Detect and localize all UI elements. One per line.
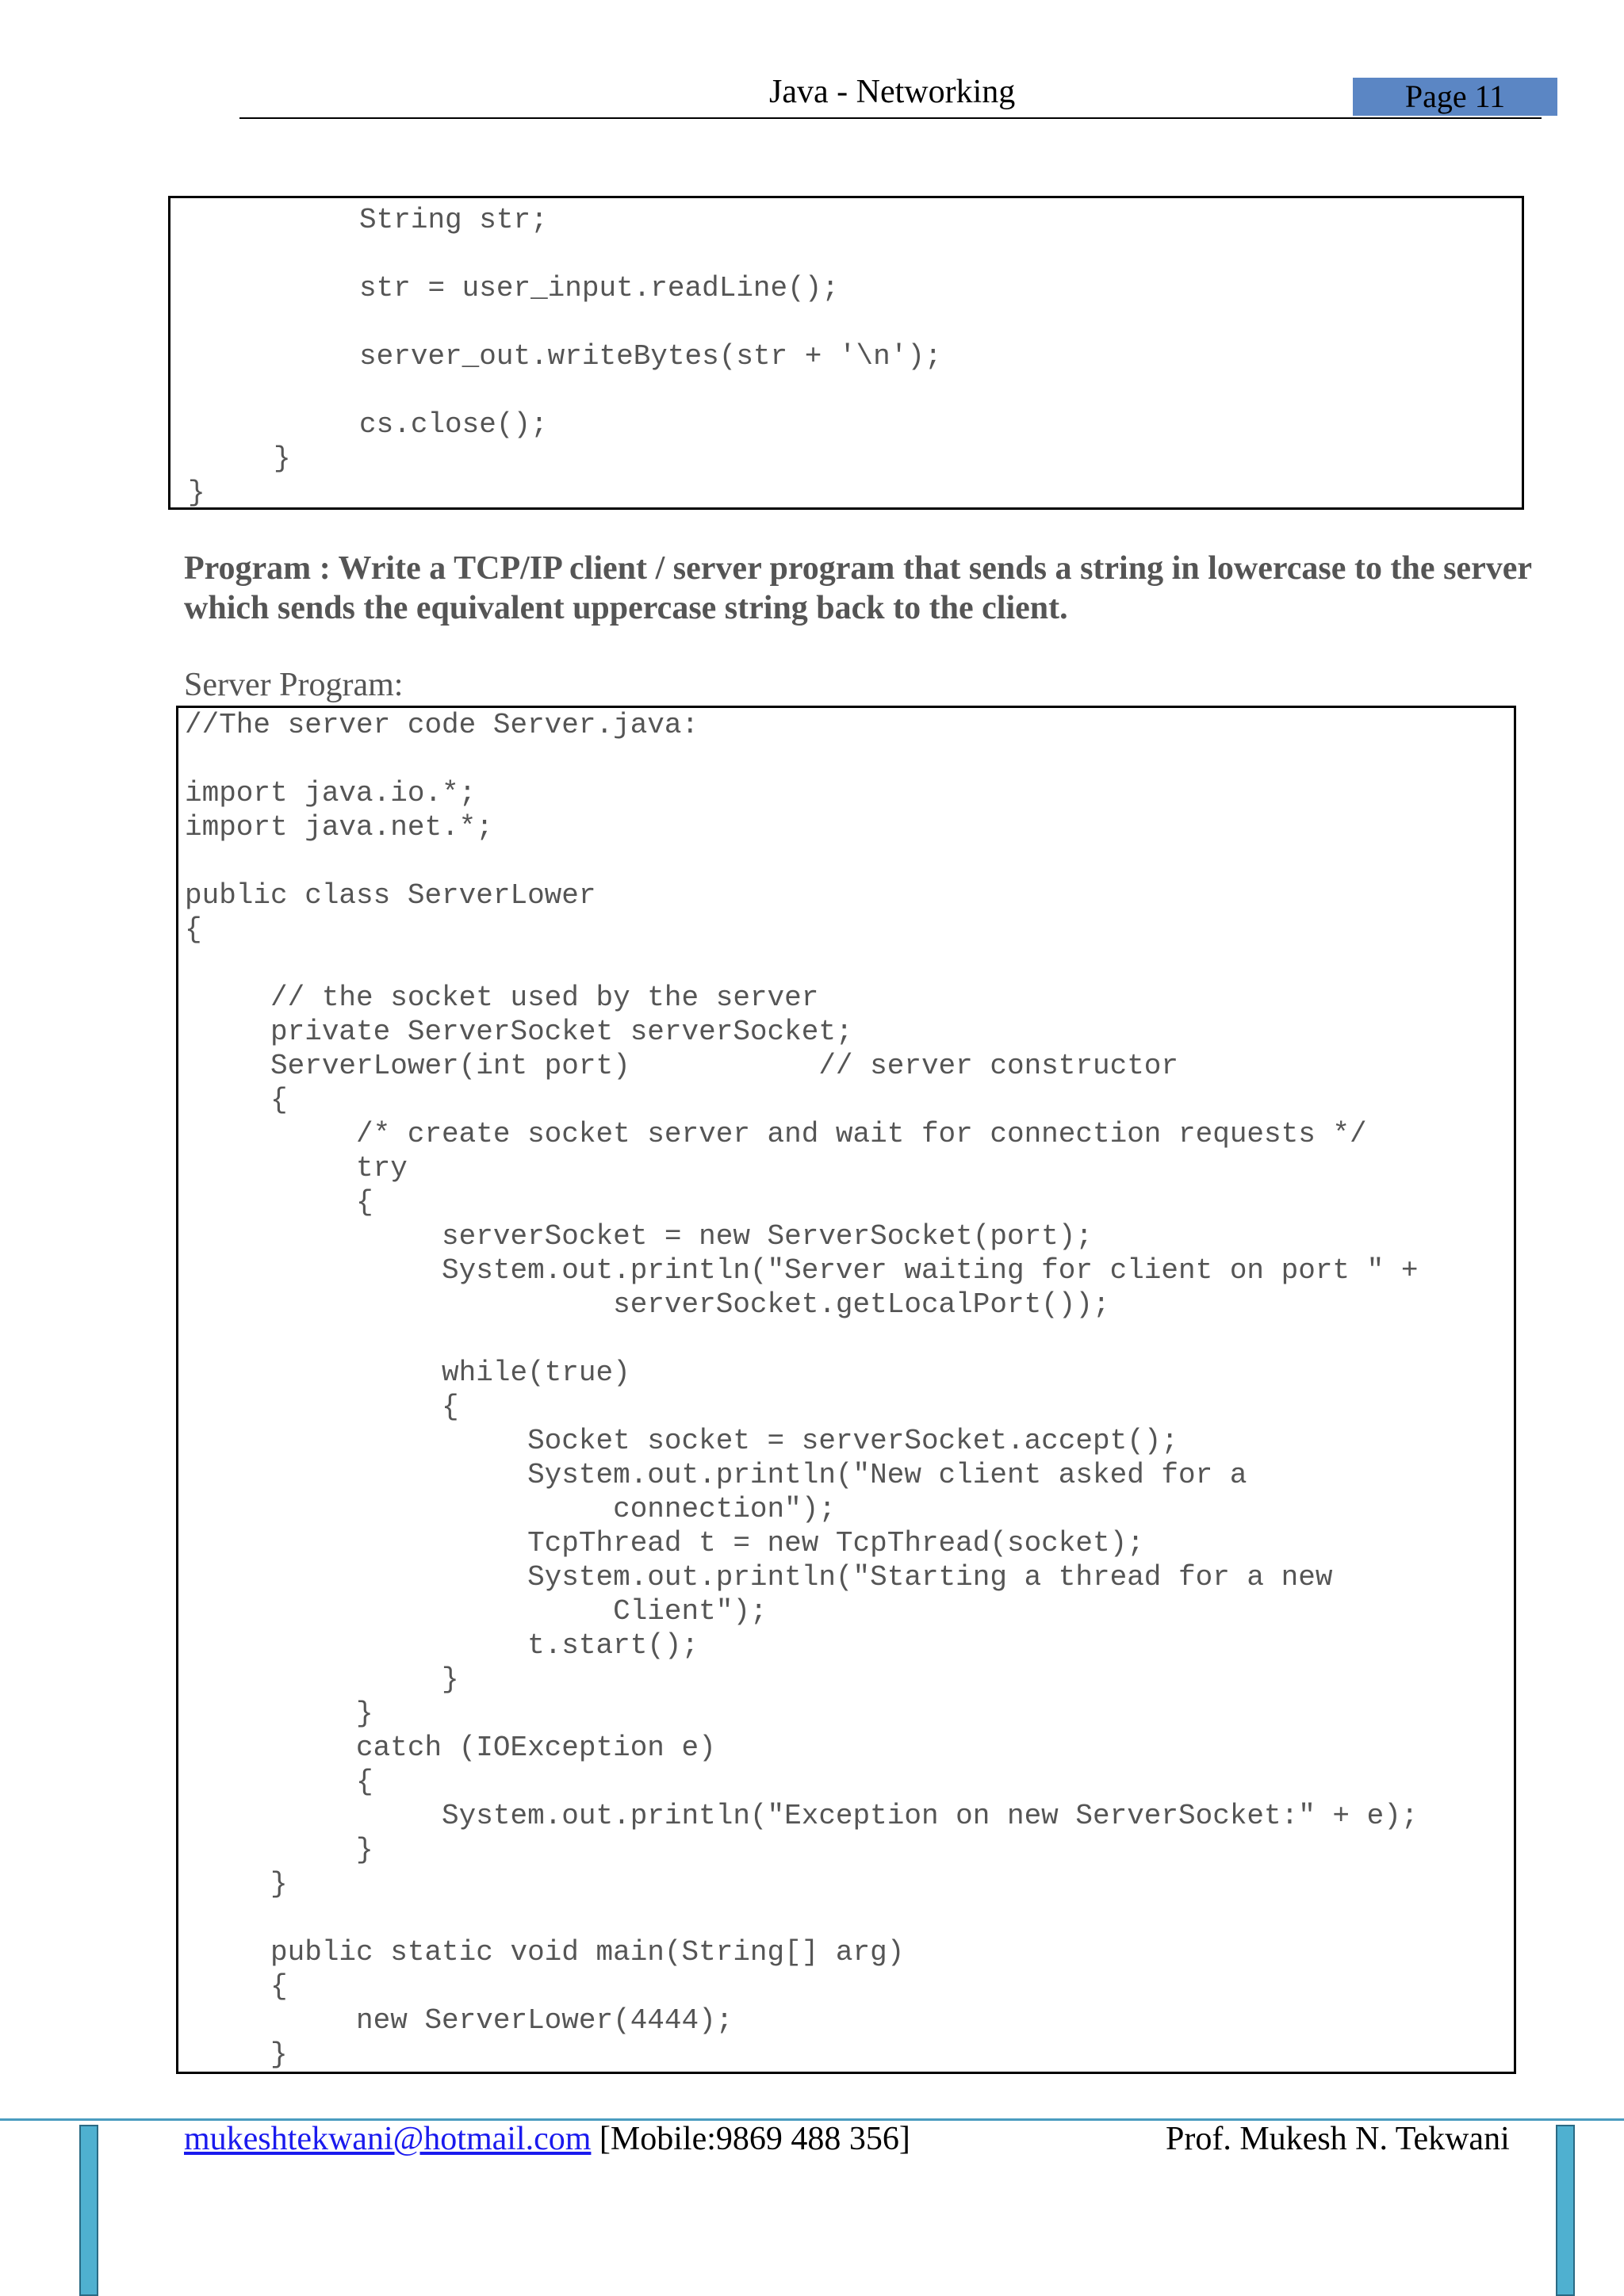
section-label-server-program: Server Program: xyxy=(184,667,404,703)
code-text: //The server code Server.java: import java.io.*; import java.net.*; public class ServerLower { // the socket used by the server private ServerSocket serverSocket; ServerLower(int port) // server constructor { /* create socket server and wait for connection requests */ try { serverSocket = new ServerSocket(port); System.out.println("Server waiting for client on port " + serverSocket.getLocalPort()); while(true) { Socket socket = serverSocket.accept(); System.out.println("New client asked for a connection"); TcpThread t = new TcpThread(socket); System.out.println("Starting a thread for a new Client"); t.start(); } } catch (IOException e) { System.out.println("Exception on new ServerSocket:" + e); } } public static void main(String[] arg) { new ServerLower(4444); } xyxy=(185,709,1419,2071)
code-text: String str; str = user_input.readLine(); server_out.writeBytes(str + '\n'); cs.close(); } } xyxy=(188,204,942,509)
footer-contact xyxy=(184,2120,910,2158)
page-number-badge: Page 11 xyxy=(1353,78,1557,116)
email-link[interactable]: mukeshtekwani@hotmail.com xyxy=(184,2121,592,2157)
header-title: Java - Networking xyxy=(769,74,1016,110)
footer-left-accent-bar xyxy=(79,2125,98,2296)
program-heading: Program : Write a TCP/IP client / server program that sends a string in lowercase to the server which sends the equivalent uppercase string back to the client. xyxy=(184,550,1532,626)
code-block-continued xyxy=(168,196,1524,510)
header-divider xyxy=(239,117,1542,119)
footer-mobile: [Mobile:9869 488 356] xyxy=(591,2121,910,2157)
footer-right-accent-bar xyxy=(1556,2125,1575,2296)
footer-author: Prof. Mukesh N. Tekwani xyxy=(1166,2121,1510,2157)
code-block-server xyxy=(176,706,1516,2074)
